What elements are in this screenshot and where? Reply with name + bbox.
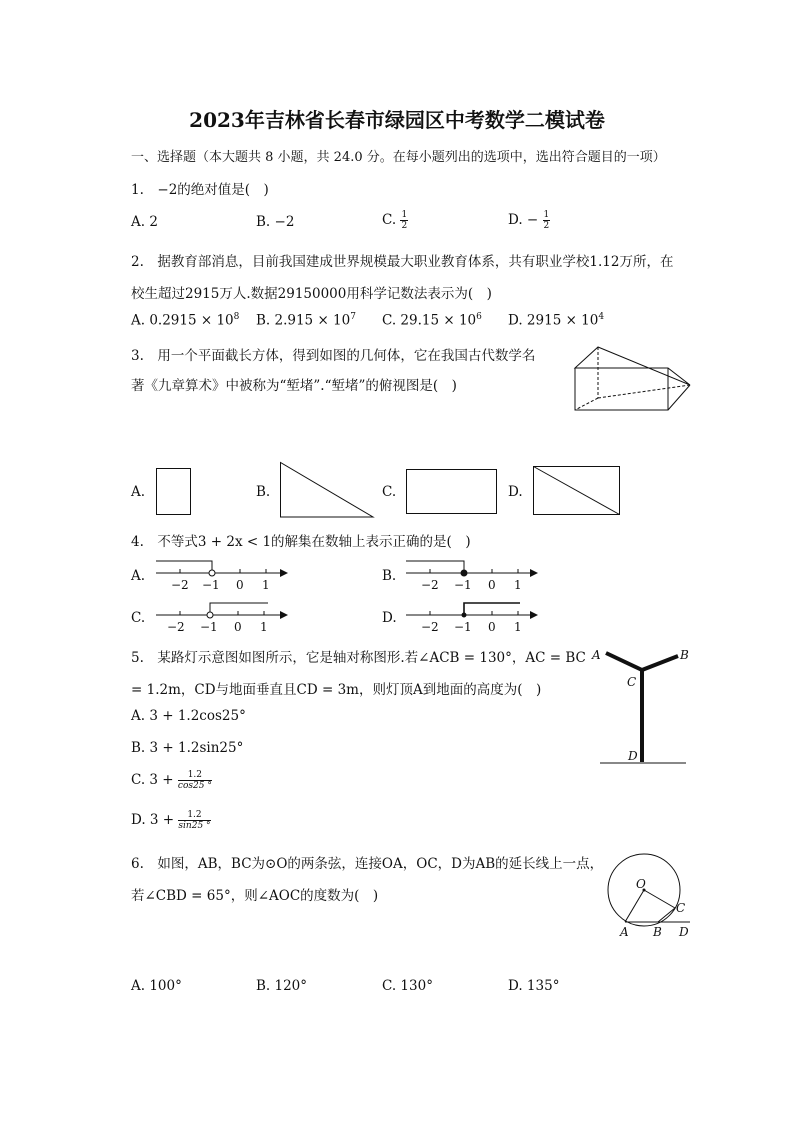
tick-label: −1	[200, 620, 218, 634]
frac-num: 1.2	[178, 770, 212, 781]
q3-option-a[interactable]: A.	[131, 484, 146, 500]
q2-option-d[interactable]	[508, 312, 604, 329]
q2-option-b-exp: 7	[350, 312, 356, 322]
solid-top	[575, 347, 690, 385]
q5-stem-line1: 5. 某路灯示意图如图所示，它是轴对称图形.若∠ACB = 130°，AC = BC	[131, 650, 586, 666]
rect-shape	[407, 470, 497, 514]
frac-num: 1	[543, 210, 550, 220]
label-o: O	[636, 877, 646, 891]
frac-den: cos25 °	[177, 781, 212, 791]
q2-option-c[interactable]	[382, 312, 482, 329]
tick-label: 1	[514, 620, 522, 634]
page-title: 2023年吉林省长春市绿园区中考数学二模试卷	[189, 108, 605, 132]
q1-stem: 1. −2的绝对值是( )	[131, 182, 269, 198]
q4-stem: 4. 不等式3 + 2x < 1的解集在数轴上表示正确的是( )	[131, 534, 471, 550]
axis-arrow	[530, 569, 538, 577]
q2-stem-line2: 校生超过2915万人.数据29150000用科学记数法表示为( )	[131, 286, 492, 302]
q4-option-a-numberline[interactable]	[150, 558, 290, 592]
q5-option-c-label: C. 3 +	[131, 772, 174, 788]
q1-option-c-label: C.	[382, 212, 397, 228]
label-a: A	[592, 648, 601, 662]
q3-option-d[interactable]: D.	[508, 484, 523, 500]
q2-option-a-text: A. 0.2915 × 10	[131, 312, 234, 329]
q3-option-c[interactable]: C.	[382, 484, 397, 500]
q4-option-b-numberline[interactable]	[400, 558, 540, 592]
frac-num: 1	[401, 210, 408, 220]
segment-bc	[658, 908, 675, 922]
q4-option-d[interactable]: D.	[382, 610, 397, 626]
q4-option-c[interactable]: C.	[131, 610, 146, 626]
q1-option-c-fraction	[400, 210, 408, 231]
q6-option-a[interactable]: A. 100°	[131, 978, 182, 994]
open-point	[207, 612, 213, 618]
q6-option-b[interactable]: B. 120°	[256, 978, 308, 994]
tick-label: 1	[514, 578, 522, 592]
axis-arrow	[280, 611, 288, 619]
tick-label: −2	[171, 578, 189, 592]
q2-option-b-text: B. 2.915 × 10	[256, 312, 351, 329]
q1-option-c[interactable]	[382, 210, 408, 231]
q1-option-a[interactable]: A. 2	[131, 214, 158, 230]
tick-label: −1	[202, 578, 220, 592]
frac-den: 2	[401, 221, 408, 231]
q2-option-c-text: C. 29.15 × 10	[382, 312, 477, 329]
tick-label: −1	[454, 620, 472, 634]
open-point	[209, 570, 215, 576]
triangle-shape	[281, 463, 374, 518]
q5-option-c-fraction	[178, 770, 212, 791]
tick-label: 0	[234, 620, 242, 634]
hidden-edge	[575, 398, 598, 410]
tick-label: 1	[262, 578, 270, 592]
q6-option-c[interactable]: C. 130°	[382, 978, 433, 994]
label-b: B	[653, 925, 662, 939]
label-c: C	[676, 901, 686, 915]
label-c: C	[627, 675, 637, 689]
q1-option-d-fraction	[543, 210, 551, 231]
q3-option-a-figure[interactable]	[156, 468, 192, 516]
q1-option-b[interactable]: B. −2	[256, 214, 295, 230]
q3-option-d-figure[interactable]	[533, 466, 621, 516]
q4-option-d-numberline[interactable]	[400, 600, 540, 634]
q5-option-d-label: D. 3 +	[131, 812, 175, 828]
axis-arrow	[530, 611, 538, 619]
tick-label: 1	[260, 620, 268, 634]
hidden-edge	[598, 385, 690, 398]
q6-circle-figure	[600, 850, 700, 942]
q3-option-b-figure[interactable]	[280, 462, 374, 518]
q5-option-a[interactable]: A. 3 + 1.2cos25°	[131, 708, 246, 724]
q4-option-a[interactable]: A.	[131, 568, 146, 584]
q5-option-b[interactable]: B. 3 + 1.2sin25°	[131, 740, 244, 756]
lamp-arm-bc	[642, 656, 678, 670]
q6-stem-line2: 若∠CBD = 65°，则∠AOC的度数为( )	[131, 888, 379, 904]
diagonal-line	[534, 467, 620, 515]
q3-stem-line2: 著《九章算术》中被称为“堑堵”.“堑堵”的俯视图是( )	[131, 378, 457, 394]
tick-label: 0	[236, 578, 244, 592]
q6-stem-line1: 6. 如图，AB，BC为⊙O的两条弦，连接OA，OC，D为AB的延长线上一点，	[131, 856, 604, 872]
closed-point	[461, 570, 467, 576]
q1-option-d-label: D. −	[508, 212, 539, 228]
q4-option-b[interactable]: B.	[382, 568, 397, 584]
q2-option-c-exp: 6	[476, 312, 482, 322]
q3-option-c-figure[interactable]	[406, 469, 498, 515]
q5-option-c[interactable]	[131, 770, 212, 791]
q5-option-d[interactable]	[131, 810, 211, 831]
section-heading: 一、选择题（本大题共 8 小题，共 24.0 分。在每小题列出的选项中，选出符合题目的一项）	[131, 150, 666, 165]
q6-option-d[interactable]: D. 135°	[508, 978, 560, 994]
q2-option-d-text: D. 2915 × 10	[508, 312, 599, 329]
tick-label: 0	[488, 620, 496, 634]
rect-shape	[157, 469, 191, 515]
label-a: A	[620, 925, 629, 939]
q4-option-c-numberline[interactable]	[150, 600, 290, 634]
axis-arrow	[280, 569, 288, 577]
segment-oc	[644, 890, 675, 908]
q2-option-a-exp: 8	[233, 312, 240, 322]
solid-front	[575, 368, 668, 410]
q2-option-a[interactable]	[131, 312, 239, 329]
q2-option-d-exp: 4	[598, 312, 605, 322]
frac-den: 2	[543, 221, 550, 231]
label-b: B	[680, 648, 689, 662]
q2-stem-line1: 2. 据教育部消息，目前我国建成世界规模最大职业教育体系，共有职业学校1.12万所，在	[131, 254, 674, 270]
label-d: D	[679, 925, 689, 939]
solution-ray	[156, 561, 212, 570]
q2-option-b[interactable]	[256, 312, 356, 329]
tick-label: −2	[167, 620, 185, 634]
q3-stem-line1: 3. 用一个平面截长方体，得到如图的几何体，它在我国古代数学名	[131, 348, 536, 364]
lamp-arm-ac	[606, 653, 642, 670]
solution-ray	[406, 561, 464, 570]
solid-edge	[668, 385, 690, 410]
frac-den: sin25 °	[178, 821, 211, 831]
tick-label: −2	[421, 620, 439, 634]
frac-num: 1.2	[178, 810, 210, 821]
q3-solid-figure	[570, 340, 695, 415]
segment-oa	[625, 890, 644, 922]
q5-stem-line2: = 1.2m，CD与地面垂直且CD = 3m，则灯顶A到地面的高度为( )	[131, 682, 542, 698]
solution-ray	[210, 603, 268, 612]
q5-option-d-fraction	[178, 810, 210, 831]
tick-label: −1	[454, 578, 472, 592]
tick-label: −2	[421, 578, 439, 592]
tick-label: 0	[488, 578, 496, 592]
q5-lamp-figure	[590, 640, 690, 768]
label-d: D	[628, 749, 638, 763]
q3-option-b[interactable]: B.	[256, 484, 271, 500]
q1-option-d[interactable]	[508, 210, 550, 231]
closed-point	[462, 613, 467, 618]
